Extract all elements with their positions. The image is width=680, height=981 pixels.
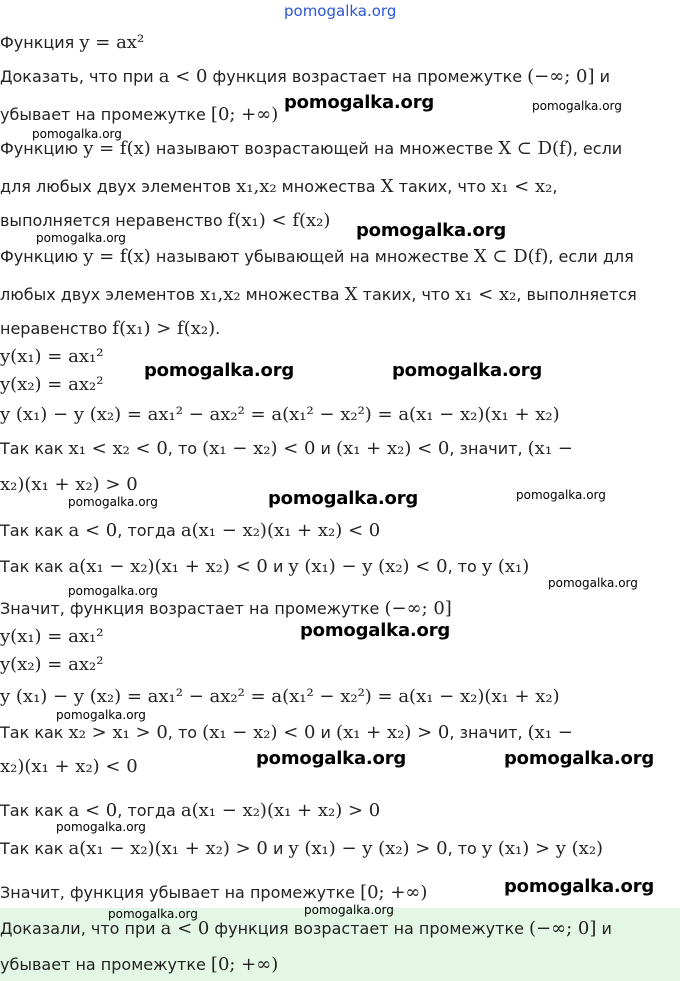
text-line (0, 882, 427, 904)
text-run: называют убывающей на множестве (150, 247, 474, 266)
text-run: , выполняется (516, 285, 637, 304)
watermark-top[interactable]: pomogalka.org (284, 2, 397, 20)
math-expression: [0; +∞) (210, 954, 279, 975)
text-run: , то (167, 439, 203, 458)
math-expression: x₁,x₂ (236, 176, 277, 197)
watermark: pomogalka.org (68, 495, 158, 509)
math-expression: a(x₁ − x₂)(x₁ + x₂) < 0 (68, 556, 268, 577)
math-expression: f(x₁) > f(x₂) (112, 318, 216, 339)
text-run: Доказать, что при (0, 67, 159, 86)
text-line (0, 104, 278, 126)
text-run: для любых двух элементов (0, 177, 237, 196)
math-expression: X (344, 284, 358, 305)
text-run: убывает на промежутке (0, 105, 211, 124)
text-run: , значит, (449, 723, 528, 742)
watermark: pomogalka.org (32, 127, 122, 141)
text-run: Так как (0, 521, 69, 540)
text-run: и (267, 839, 289, 858)
text-line (0, 32, 144, 54)
text-line (0, 556, 529, 578)
watermark: pomogalka.org (392, 360, 543, 381)
math-expression: y(x₁) = ax₁² (0, 346, 104, 367)
text-line (0, 438, 573, 460)
text-run: , если (572, 139, 623, 158)
math-expression: a(x₁ − x₂)(x₁ + x₂) > 0 (68, 838, 268, 859)
watermark: pomogalka.org (304, 903, 394, 917)
math-expression: a < 0 (68, 800, 118, 821)
text-run: Значит, функция убывает на промежутке (0, 883, 361, 902)
watermark: pomogalka.org (504, 748, 655, 769)
watermark: pomogalka.org (300, 620, 451, 641)
watermark: pomogalka.org (548, 576, 638, 590)
math-expression: a < 0 (158, 66, 208, 87)
text-run: множества (240, 285, 345, 304)
math-expression: y (x₁) − y (x₂) = ax₁² − ax₂² = a(x₁² − x₂²) = a(x₁ − x₂)(x₁ + x₂) (0, 404, 560, 425)
watermark: pomogalka.org (504, 876, 655, 897)
text-run: функция возрастает на промежутке (209, 919, 530, 938)
text-run: Функцию (0, 247, 84, 266)
text-run: неравенство (0, 319, 113, 338)
text-run: , значит, (449, 439, 528, 458)
text-run: и (315, 439, 337, 458)
math-expression: y(x₁) = ax₁² (0, 626, 104, 647)
math-expression: x₂ > x₁ > 0 (68, 722, 168, 743)
math-expression: x₂)(x₁ + x₂) < 0 (0, 756, 138, 777)
math-expression: y = f(x) (83, 246, 151, 267)
math-expression: (x₁ + x₂) < 0 (336, 438, 450, 459)
text-line (0, 918, 612, 940)
math-expression: (x₁ − (527, 438, 573, 459)
watermark: pomogalka.org (56, 820, 146, 834)
math-expression: (−∞; 0] (527, 66, 595, 87)
answer-box (0, 908, 680, 981)
math-expression: x₂)(x₁ + x₂) > 0 (0, 474, 138, 495)
text-run: Значит, функция возрастает на промежутке (0, 599, 385, 618)
math-expression: y(x₂) = ax₂² (0, 654, 104, 675)
text-run: и (596, 919, 612, 938)
math-expression: x₁ < x₂ (455, 284, 517, 305)
math-expression: y (x₁) > y (x₂) (481, 838, 604, 859)
math-expression: X ⊂ D(f) (498, 138, 573, 159)
text-run: Так как (0, 439, 69, 458)
text-line (0, 954, 278, 976)
text-line (0, 66, 610, 88)
text-line (0, 404, 560, 426)
math-expression: a < 0 (160, 918, 210, 939)
text-line (0, 176, 557, 198)
text-run: Так как (0, 723, 69, 742)
math-expression: y (x₁) − y (x₂) = ax₁² − ax₂² = a(x₁² − x₂²) = a(x₁ − x₂)(x₁ + x₂) (0, 686, 560, 707)
text-line (0, 626, 103, 648)
text-run: Так как (0, 839, 69, 858)
math-expression: f(x₁) < f(x₂) (227, 210, 331, 231)
text-run: множества (276, 177, 381, 196)
text-run: Функция (0, 33, 80, 52)
text-run: , тогда (117, 521, 181, 540)
text-run: убывает на промежутке (0, 955, 211, 974)
text-line (0, 686, 560, 708)
text-line (0, 654, 103, 676)
math-expression: x₁ < x₂ < 0 (68, 438, 168, 459)
text-line (0, 318, 220, 340)
text-line (0, 346, 103, 368)
watermark: pomogalka.org (36, 231, 126, 245)
text-run: и (315, 723, 337, 742)
watermark: pomogalka.org (256, 748, 407, 769)
math-expression: y = f(x) (83, 138, 151, 159)
math-expression: x₁ < x₂ (491, 176, 553, 197)
text-line (0, 210, 330, 232)
text-line (0, 598, 452, 620)
math-expression: (x₁ − (527, 722, 573, 743)
text-run: Так как (0, 801, 69, 820)
text-line (0, 756, 138, 778)
text-line (0, 246, 634, 268)
watermark: pomogalka.org (284, 92, 435, 113)
math-expression: (x₁ + x₂) > 0 (336, 722, 450, 743)
math-expression: y(x₂) = ax₂² (0, 374, 104, 395)
text-line (0, 520, 380, 542)
math-expression: y (x₁) − y (x₂) < 0 (288, 556, 448, 577)
watermark: pomogalka.org (532, 99, 622, 113)
math-expression: a < 0 (68, 520, 118, 541)
math-expression: (−∞; 0] (529, 918, 597, 939)
watermark: pomogalka.org (68, 584, 158, 598)
text-line (0, 800, 380, 822)
text-run: функция возрастает на промежутке (207, 67, 528, 86)
watermark: pomogalka.org (56, 708, 146, 722)
math-expression: [0; +∞) (210, 104, 279, 125)
text-run: , то (447, 839, 482, 858)
watermark: pomogalka.org (356, 220, 507, 241)
math-expression: [0; +∞) (360, 882, 428, 903)
text-line (0, 374, 103, 396)
text-line (0, 838, 603, 860)
text-run: , тогда (117, 801, 181, 820)
watermark: pomogalka.org (268, 488, 419, 509)
math-expression: a(x₁ − x₂)(x₁ + x₂) > 0 (180, 800, 381, 821)
math-expression: y (x₁) − y (x₂) > 0 (288, 838, 448, 859)
text-run: , (552, 177, 558, 196)
math-expression: y (x₁) (481, 556, 530, 577)
text-line (0, 474, 138, 496)
text-run: и (267, 557, 289, 576)
math-expression: (x₁ − x₂) < 0 (202, 722, 316, 743)
text-run: Так как (0, 557, 69, 576)
math-expression: x₁,x₂ (200, 284, 241, 305)
watermark: pomogalka.org (108, 907, 198, 921)
math-expression: (x₁ − x₂) < 0 (202, 438, 316, 459)
text-run: называют возрастающей на множестве (150, 139, 499, 158)
text-run: . (215, 319, 221, 338)
text-run: и (594, 67, 610, 86)
text-run: любых двух элементов (0, 285, 201, 304)
text-run: таких, что (393, 177, 492, 196)
math-expression: X ⊂ D(f) (473, 246, 549, 267)
text-line (0, 138, 622, 160)
text-line (0, 284, 637, 306)
text-run: таких, что (357, 285, 456, 304)
math-expression: (−∞; 0] (384, 598, 452, 619)
text-run: выполняется неравенство (0, 211, 228, 230)
watermark: pomogalka.org (516, 488, 606, 502)
watermark: pomogalka.org (144, 360, 295, 381)
text-line (0, 722, 573, 744)
math-expression: y = ax² (79, 32, 145, 53)
text-run: Функцию (0, 139, 84, 158)
math-expression: X (380, 176, 394, 197)
text-run: , если для (548, 247, 634, 266)
math-expression: a(x₁ − x₂)(x₁ + x₂) < 0 (180, 520, 381, 541)
text-run: , то (447, 557, 482, 576)
text-run: Доказали, что при (0, 919, 161, 938)
text-run: , то (167, 723, 203, 742)
